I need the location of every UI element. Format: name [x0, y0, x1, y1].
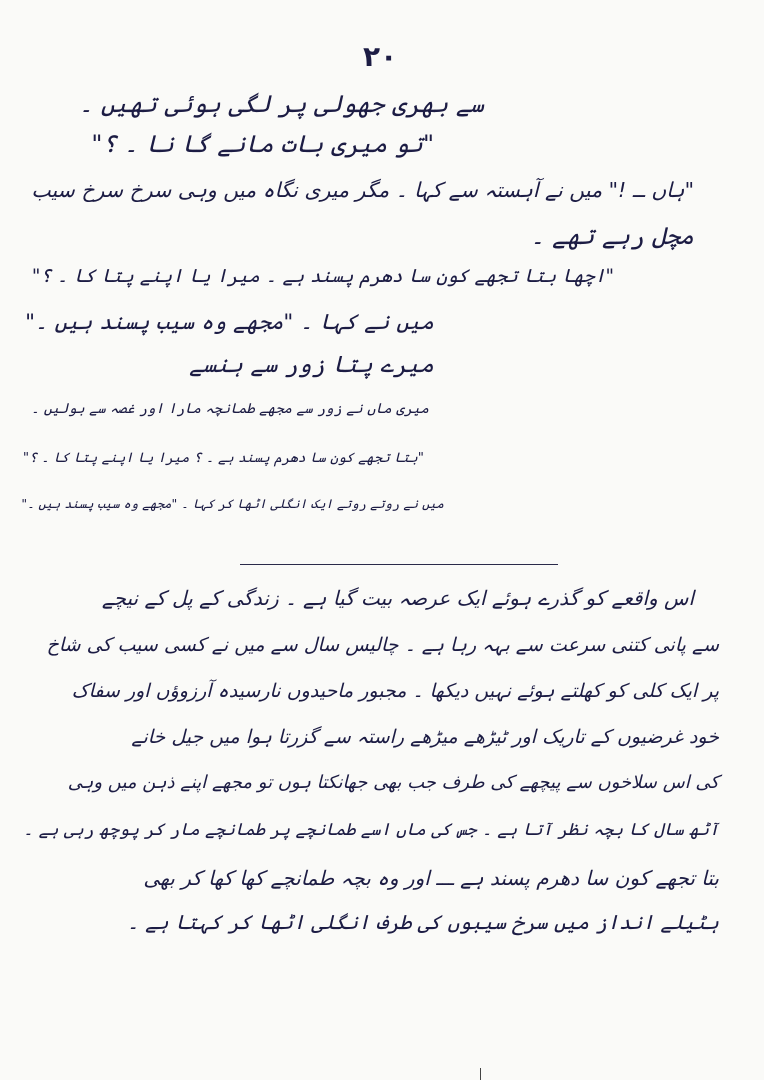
- text-line: بتا تجھے کون سا دھرم پسند ہے ـــ اور وہ بچہ طمانچے کھا کھا کر بھی: [143, 866, 719, 890]
- text-line: اس واقعے کو گذرے ہوئے ایک عرصہ بیت گیا ہے ۔ زندگی کے پل کے نیچے: [101, 586, 694, 610]
- text-line: میرے پتا زور سے ہنسے: [189, 352, 434, 378]
- text-line: "بتا تجھے کون سا دھرم پسند ہے ۔ ؟ میرا یا اپنے پتا کا ۔ ؟": [22, 450, 424, 466]
- text-line: ہٹیلے انداز میں سرخ سیبوں کی طرف انگلی اٹھا کر کہتا ہے ۔: [127, 910, 719, 934]
- page-number: ۲۰: [363, 40, 398, 73]
- text-line: میں نے کہا ۔ "مجھے وہ سیب پسند ہیں ۔": [25, 310, 434, 335]
- text-line: خود غرضیوں کے تاریک اور ٹیڑھے میڑھے راستہ سے گزرتا ہوا میں جیل خانے: [131, 726, 719, 748]
- text-line: آٹھ سال کا بچہ نظر آتا ہے ۔ جس کی ماں اسے طمانچے پر طمانچے مار کر پوچھ رہی ہے ۔: [23, 820, 719, 840]
- text-line: پر ایک کلی کو کھلتے ہوئے نہیں دیکھا ۔ مجبور ماحیدوں نارسیدہ آرزوؤں اور سفاک: [71, 680, 719, 702]
- text-line: "ہاں ــ !" میں نے آہستہ سے کہا ۔ مگر میری نگاہ میں وہی سرخ سرخ سیب: [31, 178, 694, 202]
- section-divider: [240, 564, 558, 565]
- text-line: "تو میری بات مانے گا نا ۔ ؟": [91, 130, 434, 158]
- text-line: مچل رہے تھے ۔: [530, 222, 694, 250]
- scan-mark: [480, 1068, 481, 1080]
- text-line: میری ماں نے زور سے مجھے طمانچہ مارا اور غصہ سے بولیں ۔: [31, 401, 429, 417]
- text-line: کی اس سلاخوں سے پیچھے کی طرف جب بھی جھانکتا ہوں تو مجھے اپنے ذہن میں وہی: [67, 772, 719, 793]
- text-line: میں نے روتے روتے ایک انگلی اٹھا کر کہا ۔ "مجھے وہ سیب پسند ہیں ۔": [21, 496, 444, 511]
- text-line: سے بھری جھولی پر لگی ہوئی تھیں ۔: [79, 90, 484, 118]
- text-line: سے پانی کتنی سرعت سے بہہ رہا ہے ۔ چالیس سال سے میں نے کسی سیب کی شاخ: [46, 634, 719, 656]
- text-line: "اچھا بتا تجھے کون سا دھرم پسند ہے ۔ میرا یا اپنے پتا کا ۔ ؟": [31, 266, 614, 287]
